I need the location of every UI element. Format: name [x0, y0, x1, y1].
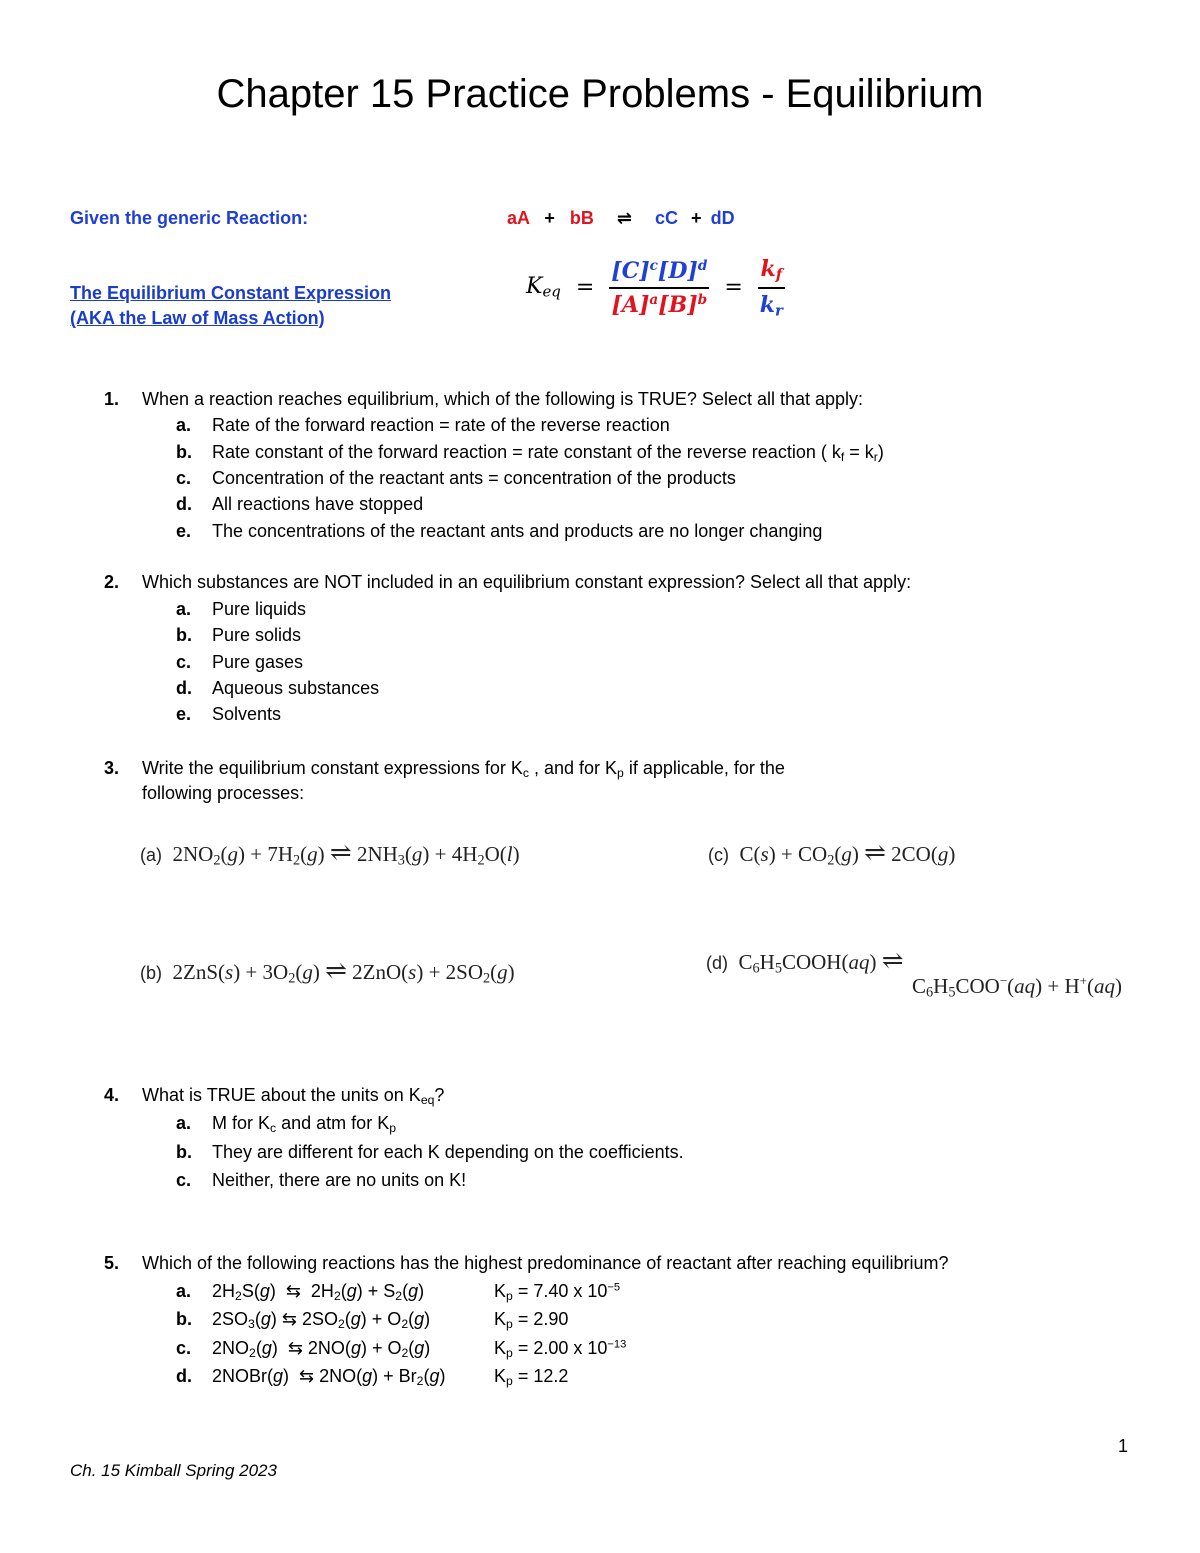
q1-option-d: All reactions have stopped	[212, 494, 424, 514]
q5-reaction-c: $2NO_2(g)$ ⇆ $2NO(g) + O_2(g)$	[212, 1338, 431, 1361]
q4-number: 4.	[104, 1085, 120, 1105]
expression-subheading[interactable]: (AKA the Law of Mass Action)	[70, 308, 325, 328]
q4-text: What is TRUE about the units on $K_{eq}$?	[142, 1085, 445, 1108]
rate-constant-fraction: $\frac{k_f}{k_r}$	[759, 256, 783, 320]
equals-sign: =	[724, 275, 743, 301]
q3-text-line2: following processes:	[142, 783, 305, 803]
q1-option-e: The concentrations of the reactant ants and products are no longer changing	[212, 521, 823, 541]
q1-number: 1.	[104, 389, 120, 409]
reaction-d-products: $C_6H_5COO^-(aq) + H^+(aq)$	[912, 973, 1123, 1001]
q5-kp-b: $K_p = 2.90$	[494, 1309, 569, 1332]
q4-option-a: M for $K_c$ and atm for $K_p$	[212, 1113, 397, 1136]
q2-option-letter: b.	[176, 625, 192, 645]
reaction-a: (a) $2NO_2(g) + 7H_2(g)$ ⇌ $2NH_3(g) + 4H_2O(l)$	[140, 838, 520, 869]
q1-option-b: Rate constant of the forward reaction = rate constant of the reverse reaction ( $k_f = k_r$)	[212, 442, 884, 465]
q4-option-letter: b.	[176, 1142, 192, 1162]
q2-option-letter: a.	[176, 599, 192, 619]
concentration-fraction: $\frac{[C]^c[D]^d}{[A]^a[B]^b}$	[611, 257, 708, 318]
page-number: 1	[1118, 1436, 1129, 1456]
q2-number: 2.	[104, 572, 120, 592]
reaction-d: (d) $C_6H_5COOH(aq)$ ⇌	[706, 946, 904, 977]
q5-kp-d: $K_p = 12.2$	[494, 1366, 569, 1389]
q2-option-c: Pure gases	[212, 652, 304, 672]
q2-option-d: Aqueous substances	[212, 678, 380, 698]
keq-symbol: $K_{eq}$	[526, 274, 561, 302]
q2-text: Which substances are NOT included in an equilibrium constant expression? Select all that apply:	[142, 572, 912, 592]
equilibrium-arrow: ⇌	[616, 208, 632, 228]
q2-option-letter: c.	[176, 652, 192, 672]
q5-reaction-d: 2NOBr(g) ⇆ $2NO(g) + Br_2(g)$	[212, 1366, 446, 1389]
q5-option-letter: a.	[176, 1281, 192, 1301]
q1-text: When a reaction reaches equilibrium, which of the following is TRUE? Select all that apply:	[142, 389, 864, 409]
q1-option-letter: d.	[176, 494, 192, 514]
expression-heading[interactable]: The Equilibrium Constant Expression	[70, 283, 392, 303]
plus-sign: +	[691, 208, 702, 228]
q5-reaction-b: $2SO_3(g)$ ⇆ $2SO_2(g) + O_2(g)$	[212, 1309, 431, 1332]
q2-option-e: Solvents	[212, 704, 282, 724]
q2-option-a: Pure liquids	[212, 599, 307, 619]
q3-number: 3.	[104, 758, 120, 778]
generic-reaction-equation	[507, 208, 735, 229]
reactant-b: bB	[569, 208, 594, 228]
page-footer: Ch. 15 Kimball Spring 2023	[70, 1461, 277, 1480]
q3-text: Write the equilibrium constant expressions for $K_c$ , and for $K_p$ if applicable, for the	[142, 758, 785, 781]
q4-option-letter: c.	[176, 1170, 192, 1190]
reactant-a: aA	[507, 208, 530, 228]
q5-text: Which of the following reactions has the highest predominance of reactant after reaching equilibrium?	[142, 1253, 949, 1273]
q5-number: 5.	[104, 1253, 120, 1273]
q1-option-letter: b.	[176, 442, 192, 462]
keq-formula	[526, 256, 785, 319]
page-title: Chapter 15 Practice Problems - Equilibrium	[216, 72, 984, 116]
q5-option-letter: d.	[176, 1366, 192, 1386]
q2-option-b: Pure solids	[212, 625, 302, 645]
q5-reaction-a: $2H_2S(g)$ ⇆ $2H_2(g) + S_2(g)$	[212, 1281, 425, 1304]
product-c: cC	[655, 208, 679, 228]
equals-sign: =	[575, 275, 595, 301]
q5-option-letter: b.	[176, 1309, 192, 1329]
q1-option-letter: e.	[176, 521, 192, 541]
generic-reaction-label: Given the generic Reaction:	[70, 208, 309, 228]
plus-sign: +	[544, 208, 555, 228]
q1-option-letter: c.	[176, 468, 192, 488]
q2-option-letter: d.	[176, 678, 192, 698]
reaction-b: (b) $2ZnS(s) + 3O_2(g)$ ⇌ $2ZnO(s) + 2SO_2(g)$	[140, 956, 515, 987]
q5-kp-c: $K_p = 2.00$ x $10^{-13}$	[494, 1338, 627, 1361]
q5-option-letter: c.	[176, 1338, 192, 1358]
q1-option-letter: a.	[176, 415, 192, 435]
q5-kp-a: $K_p = 7.40$ x $10^{-5}$	[494, 1281, 621, 1304]
q1-option-c: Concentration of the reactant ants = concentration of the products	[212, 468, 736, 488]
q4-option-c: Neither, there are no units on K!	[212, 1170, 467, 1190]
q1-option-a: Rate of the forward reaction = rate of the reverse reaction	[212, 415, 670, 435]
product-d: dD	[710, 208, 735, 228]
q4-option-letter: a.	[176, 1113, 192, 1133]
q2-option-letter: e.	[176, 704, 192, 724]
reaction-c: (c) $C(s) + CO_2(g)$ ⇌ 2CO(g)	[708, 838, 956, 869]
q4-option-b: They are different for each K depending on the coefficients.	[212, 1142, 684, 1162]
